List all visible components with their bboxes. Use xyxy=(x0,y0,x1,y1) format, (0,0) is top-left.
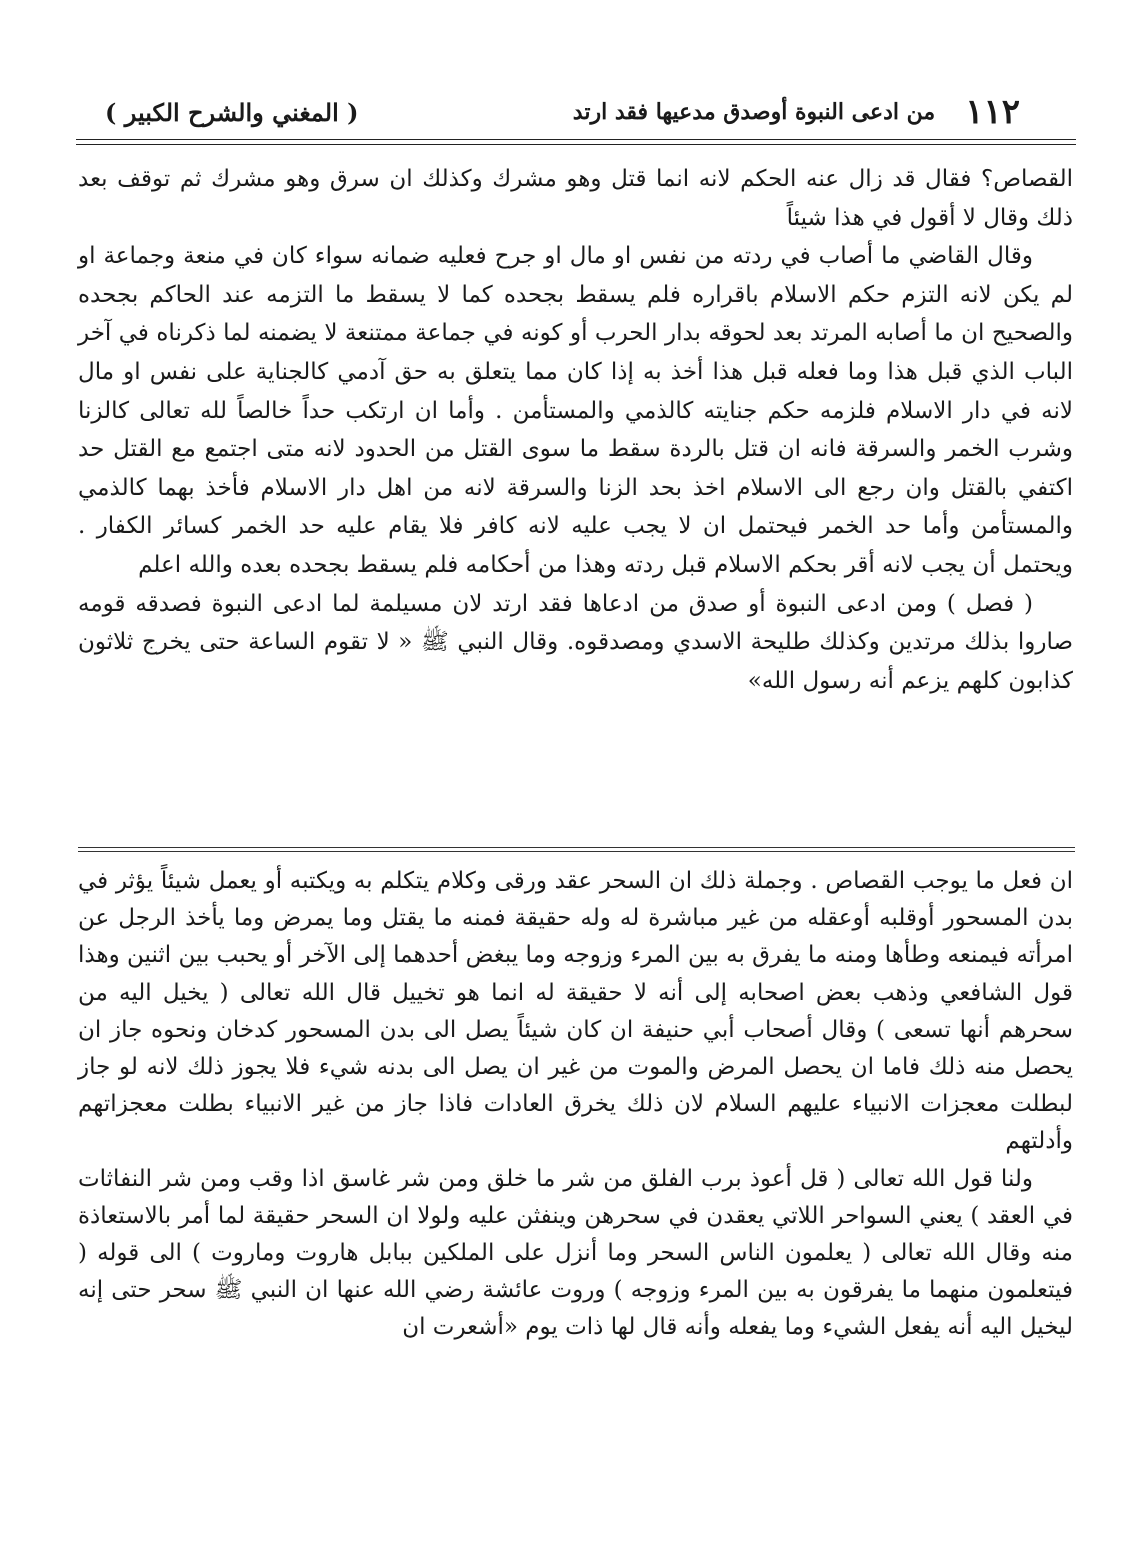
page-number: ١١٢ xyxy=(965,92,1020,132)
footnote-text xyxy=(78,863,1073,1347)
section-paragraph: ( فصل ) ومن ادعى النبوة أو صدق من ادعاها فقد ارتد لان مسيلمة لما ادعى النبوة فصدقه قومه صاروا بذلك مرتدين وكذلك طليحة الاسدي ومصدقوه. وقال النبي ﷺ « لا تقوم الساعة حتى يخرج ثلاثون كذابون كلهم يزعم أنه رسول الله» xyxy=(78,590,1073,694)
paragraph: ولنا قول الله تعالى ( قل أعوذ برب الفلق من شر ما خلق ومن شر غاسق اذا وقب ومن شر النفاثات في العقد ) يعني السواحر اللاتي يعقدن في سحرهن وينفثن عليه ولولا ان السحر حقيقة لما أمر بالاستعاذة منه وقال الله تعالى ( يعلمون الناس السحر وما أنزل على الملكين ببابل هاروت وماروت ) الى قوله ( فيتعلمون منهما ما يفرقون به بين المرء وزوجه ) وروت عائشة رضي الله عنها ان النبي ﷺ سحر حتى إنه ليخيل اليه أنه يفعل الشيء وما يفعله وأنه قال لها ذات يوم «أشعرت ان xyxy=(78,1165,1073,1341)
paragraph: ان فعل ما يوجب القصاص . وجملة ذلك ان السحر عقد ورقى وكلام يتكلم به ويكتبه أو يعمل شيئاً يؤثر في بدن المسحور أوقلبه أوعقله من غير مباشرة له وله حقيقة فمنه ما يقتل وما يمرض وما يأخذ الرجل عن امرأته فيمنعه وطأها ومنه ما يفرق به بين المرء وزوجه وما يبغض أحدهما إلى الآخر أو يحبب بين اثنين وهذا قول الشافعي وذهب بعض اصحابه إلى أنه لا حقيقة له انما هو تخييل قال الله تعالى ( يخيل اليه من سحرهم أنها تسعى ) وقال أصحاب أبي حنيفة ان كان شيئاً يصل الى بدن المسحور كدخان ونحوه جاز ان يحصل منه ذلك فاما ان يحصل المرض والموت من غير ان يصل الى بدنه شيء فلا يجوز ذلك لانه لو جاز لبطلت معجزات الانبياء عليهم السلام لان ذلك يخرق العادات فاذا جاز من غير الانبياء بطلت معجزاتهم وأدلتهم xyxy=(78,868,1073,1155)
book-title: ( المغني والشرح الكبير ) xyxy=(105,97,359,127)
running-title: من ادعى النبوة أوصدق مدعيها فقد ارتد xyxy=(572,99,936,125)
paragraph: وقال القاضي ما أصاب في ردته من نفس او مال او جرح فعليه ضمانه سواء كان في منعة وجماعة او لم يكن لانه التزم حكم الاسلام باقراره فلم يسقط بجحده كما لا يسقط ما التزمه عند الحاكم بجحده والصحيح ان ما أصابه المرتد بعد لحوقه بدار الحرب أو كونه في جماعة ممتنعة لا يضمنه لما ذكرناه في آخر الباب الذي قبل هذا وما فعله قبل هذا أخذ به إذا كان مما يتعلق به حق آدمي كالجناية على نفس او مال لانه في دار الاسلام فلزمه حكم جنايته كالذمي والمستأمن . وأما ان ارتكب حداً خالصاً لله تعالى كالزنا وشرب الخمر والسرقة فانه ان قتل بالردة سقط ما سوى القتل من الحدود لانه متى اجتمع مع القتل حد اكتفي بالقتل وان رجع الى الاسلام اخذ بحد الزنا والسرقة لانه من اهل دار الاسلام فأخذ بهما كالذمي والمستأمن وأما حد الخمر فيحتمل ان لا يجب عليه لانه كافر فلا يقام عليه حد الخمر كسائر الكفار . ويحتمل أن يجب لانه أقر بحكم الاسلام قبل ردته وهذا من أحكامه فلم يسقط بجحده بعده والله اعلم xyxy=(78,243,1074,578)
paragraph: القصاص؟ فقال قد زال عنه الحكم لانه انما قتل وهو مشرك وكذلك ان سرق وهو مشرك ثم توقف بعد ذلك وقال لا أقول في هذا شيئاً xyxy=(78,166,1073,231)
header-divider xyxy=(76,139,1076,145)
page-header xyxy=(75,92,1075,132)
footnote-divider xyxy=(78,847,1075,852)
main-text xyxy=(78,160,1073,700)
